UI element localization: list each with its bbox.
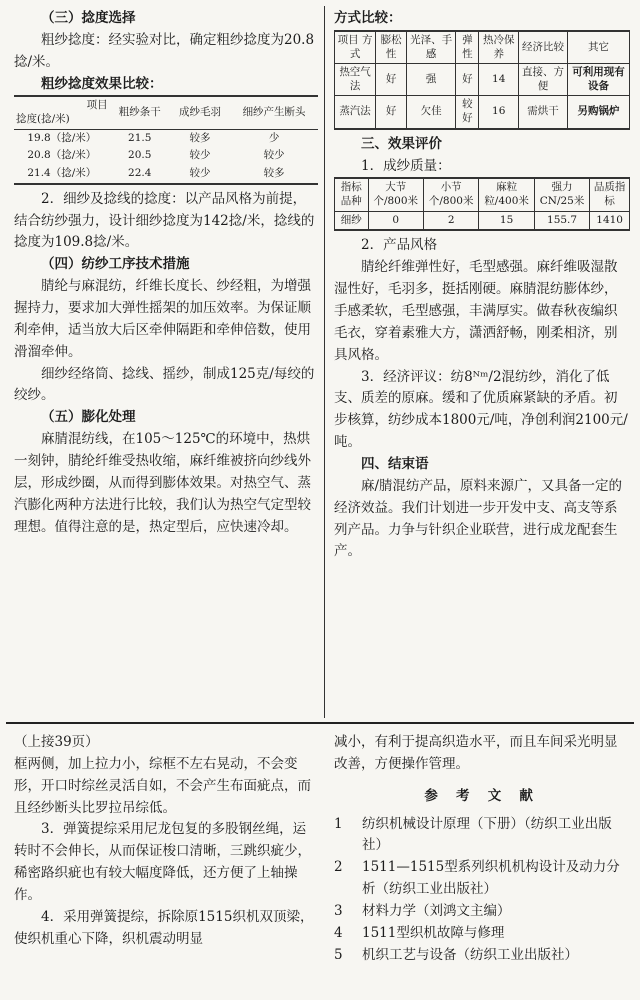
- table-header: 小节个/800米: [423, 178, 478, 211]
- table-cell: 欠佳: [407, 96, 456, 129]
- table-header: 经济比较: [518, 31, 567, 64]
- table-row: [335, 211, 630, 230]
- sub1-heading: 1．成纱质量：: [361, 157, 451, 174]
- table-cell: 较多: [189, 131, 211, 144]
- sub2-heading: 2．产品风格: [361, 237, 438, 254]
- conclusion-paragraph: 麻/腈混纺产品，原料来源广，又具备一定的经济效益。我们计划进一步开发中支、高支等系列产品。力争与针织企业联营，进行成龙配套生产。: [334, 477, 623, 560]
- continued-paragraph-4: 减小，有利于提高织造水平，而且车间采光明显改善，方便操作管理。: [334, 734, 618, 772]
- reference-text: 纺织机械设计原理（下册）（纺织工业出版社）: [362, 815, 612, 854]
- table-header: 热冷保养: [479, 31, 518, 64]
- right-column: [334, 8, 630, 563]
- reference-number: 2: [334, 859, 343, 876]
- method-comparison-table: [334, 30, 630, 130]
- table-cell: 22.4: [128, 167, 152, 179]
- reference-number: 4: [334, 924, 343, 941]
- references-heading: 参 考 文 献: [424, 787, 540, 804]
- table-cell: 好: [376, 96, 407, 129]
- yarn-quality-table: [334, 177, 630, 231]
- s4-heading: （四）纺纱工序技术措施: [41, 256, 190, 273]
- table-header: 品质指标: [590, 178, 630, 211]
- table-cell: 较少: [189, 167, 211, 179]
- table-cell: 较少: [189, 149, 211, 162]
- table-cell: 0: [368, 211, 423, 230]
- left-column: [14, 8, 318, 538]
- continued-paragraph-1: 框两侧，加上拉力小，综框不左右晃动，不会变形，开口时综丝灵活自如，不会产生布面疵点，而且经纱断头比罗拉吊综低。: [14, 755, 311, 816]
- table-header: 光泽、手感: [407, 31, 456, 64]
- table-cell: 另购锅炉: [568, 96, 630, 129]
- table-header: 大节个/800米: [368, 178, 423, 211]
- reference-text: 材料力学（刘鸿文主编）: [362, 903, 511, 920]
- table-cell: 好: [456, 64, 479, 96]
- reference-number: 1: [334, 815, 343, 832]
- table-row: [14, 147, 318, 165]
- table-cell: 蒸汽法: [335, 96, 376, 129]
- table-cell: 较多: [263, 167, 285, 179]
- s5-heading: （五）膨化处理: [41, 409, 136, 426]
- table-cell: 热空气法: [335, 64, 376, 96]
- continued-from-label: （上接39页）: [14, 734, 99, 750]
- section-divider: [6, 722, 634, 724]
- table-cell: 需烘干: [518, 96, 567, 129]
- table-row-label: 捻度(捻/米): [16, 113, 70, 126]
- table-cell: 20.5: [128, 149, 152, 162]
- table-cell: 直接、方便: [518, 64, 567, 96]
- table-header: 成纱毛羽: [170, 96, 230, 129]
- reference-item: [334, 901, 630, 923]
- table-cell: 可利用现有设备: [568, 64, 630, 96]
- s3-paragraph-1: 粗纱捻度：经实验对比，确定粗纱捻度为20.8捻/米。: [14, 31, 315, 70]
- references-column: [334, 732, 630, 967]
- table-cell: 155.7: [534, 211, 589, 230]
- economy-paragraph: 3．经济评议：纺8ᴺᵐ/2混纺纱，消化了低支、质差的原麻。缓和了优质麻紧缺的矛盾。初步核算，纺纱成本1800元/吨，净创利润2100元/吨。: [334, 368, 628, 451]
- table-cell: 较少: [263, 149, 285, 162]
- table-corner-cell: [14, 96, 110, 129]
- table-cell: 14: [479, 64, 518, 96]
- table-header: 麻粒粒/400米: [479, 178, 534, 211]
- table-header-row: [14, 96, 318, 129]
- sec3-heading: 三、效果评价: [361, 135, 442, 152]
- table-cell: 2: [423, 211, 478, 230]
- table-cell: 15: [479, 211, 534, 230]
- continuation-column: [14, 732, 314, 951]
- s4-paragraph-1: 腈纶与麻混纺，纤维长度长、纱经粗，为增强握持力，要求加大弹性摇架的加压效率。为保证顺利牵伸，适当放大后区牵伸隔距和牵伸倍数，使用滑溜牵伸。: [14, 278, 311, 360]
- table-cell: 少: [268, 131, 280, 144]
- table-cell: 强: [407, 64, 456, 96]
- table-header: 强力CN/25米: [534, 178, 589, 211]
- table-header: 项目: [86, 99, 108, 112]
- table-header: 其它: [568, 31, 630, 64]
- s3-heading: （三）捻度选择: [41, 10, 136, 26]
- table-row: [14, 129, 318, 147]
- reference-text: 1511型织机故障与修理: [362, 924, 505, 941]
- table-cell: 16: [479, 96, 518, 129]
- table-header: 粗纱条干: [110, 96, 170, 129]
- table-cell: 21.4（捻/米）: [27, 167, 97, 179]
- table-cell: 19.8（捻/米）: [27, 131, 97, 144]
- comparison-intro: 方式比较：: [334, 10, 402, 26]
- table-header: 细纱产生断头: [230, 96, 318, 129]
- table-header: 项目 方式: [335, 31, 376, 64]
- twist-comparison-table: [14, 95, 318, 184]
- reference-item: [334, 923, 630, 945]
- style-paragraph: 腈纶纤维弹性好，毛型感强。麻纤维吸湿散湿性好，毛羽多，挺括刚硬。麻腈混纺膨体纱，手感柔软，毛型感强，丰满厚实。做春秋夜编织毛衣，穿着素雅大方，潇洒舒畅，刚柔相济，别具风格。: [334, 259, 618, 363]
- table-cell: 1410: [590, 211, 630, 230]
- table-header-row: [335, 178, 630, 211]
- table-header: 弹性: [456, 31, 479, 64]
- reference-number: 3: [334, 903, 343, 920]
- s3-paragraph-3: 2．细纱及捻线的捻度：以产品风格为前提，结合纺纱强力，设计细纱捻度为142捻/米，捻线的捻度为109.8捻/米。: [14, 190, 315, 251]
- reference-item: [334, 945, 630, 967]
- reference-text: 1511—1515型系列织机机构设计及动力分析（纺织工业出版社）: [362, 859, 620, 898]
- sec4-heading: 四、结束语: [361, 455, 429, 472]
- table-cell: 好: [376, 64, 407, 96]
- table-row: [14, 165, 318, 184]
- table-cell: 21.5: [128, 131, 152, 144]
- s3-paragraph-2: 粗纱捻度效果比较：: [41, 75, 163, 92]
- table-header: 膨松性: [376, 31, 407, 64]
- table-row: [335, 96, 630, 129]
- table-cell: 20.8（捻/米）: [27, 149, 97, 162]
- reference-text: 机织工艺与设备（纺织工业出版社）: [362, 946, 578, 963]
- table-header-row: [335, 31, 630, 64]
- reference-item: [334, 814, 630, 858]
- continued-paragraph-2: 3．弹簧提综采用尼龙包复的多股钢丝绳，运转时不会伸长，从而保证梭口清晰，三跳织疵少，稀密路织疵也有较大幅度降低，还方便了上轴操作。: [14, 821, 311, 904]
- table-cell: 细纱: [335, 211, 369, 230]
- reference-number: 5: [334, 946, 343, 963]
- s5-paragraph-1: 麻腈混纺线，在105～125℃的环境中，热烘一刻钟，腈纶纤维受热收缩，麻纤维被挤向纱线外层，形成纱圈，从而得到膨体效果。对热空气、蒸汽膨化两种方法进行比较，我们认为热空气定型较理想。值得注意的是，热定型后，应快速冷却。: [14, 431, 311, 535]
- table-header: 指标 品种: [335, 178, 369, 211]
- reference-item: [334, 857, 630, 901]
- continued-paragraph-3: 4．采用弹簧提综，拆除原1515织机双顶梁，使织机重心下降，织机震动明显: [14, 908, 314, 947]
- table-row: [335, 64, 630, 96]
- table-cell: 较好: [456, 96, 479, 129]
- s4-paragraph-2: 细纱经络筒、捻线、摇纱，制成125克/每绞的绞纱。: [14, 365, 315, 404]
- column-divider: [324, 6, 325, 718]
